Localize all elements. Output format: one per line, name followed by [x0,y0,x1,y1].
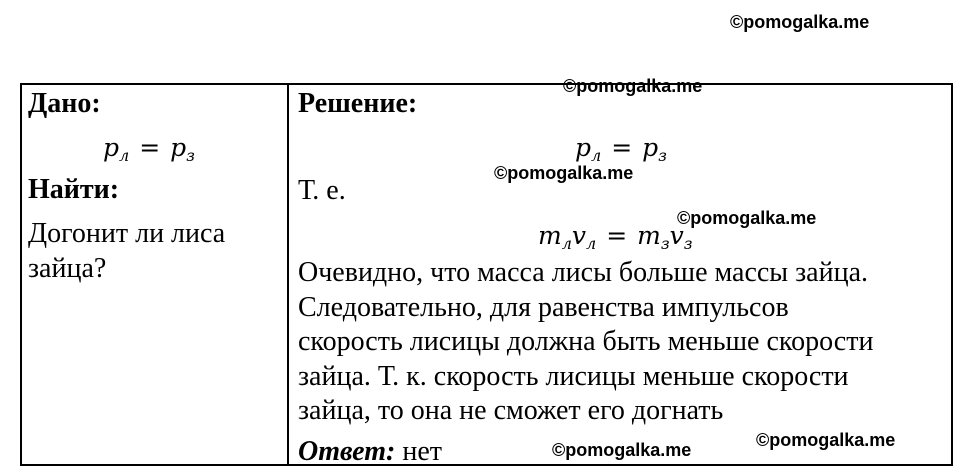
solution-formula-mv [538,223,692,252]
m1-sub: л [561,234,572,253]
v1: v [571,221,587,250]
solution-line: зайца, то она не сможет его догнать [298,395,724,426]
solution-text [298,256,873,429]
v2: v [669,221,684,250]
answer-label: Ответ: [298,436,396,467]
given-title: Дано: [28,88,101,119]
column-divider [287,83,289,466]
v2-sub: з [683,234,693,253]
find-title: Найти: [28,174,120,205]
given-rhs: p [170,133,187,162]
solution-formula-momentum [575,135,667,164]
sol-lhs-sub: л [591,146,602,165]
solution-line: Очевидно, что масса лисы больше массы зайца. [298,257,869,288]
given-rhs-sub: з [186,146,195,165]
watermark: ©pomogalka.me [563,76,703,96]
m2-sub: з [660,234,670,253]
watermark: ©pomogalka.me [494,163,634,183]
m1: m [538,221,562,250]
watermark: ©pomogalka.me [756,430,896,450]
sol-lhs: p [575,133,592,162]
sol-op: = [611,133,633,162]
solution-line: Следовательно, для равенства импульсов [298,291,789,323]
find-question-line: Догонит ли лиса [28,218,226,249]
mv-op: = [606,221,628,250]
sol-rhs-sub: з [658,146,667,165]
solution-line: скорость лисицы должна быть меньше скорости [298,326,874,357]
given-op: = [139,133,161,162]
find-question [28,217,225,286]
watermark-top: ©pomogalka.me [730,12,870,32]
v1-sub: л [586,234,597,253]
given-lhs-sub: л [119,146,130,165]
solution-line: зайца. Т. к. скорость лисицы меньше скорости [298,360,849,392]
find-question-line: зайца? [28,252,107,284]
m2: m [637,221,661,250]
answer-value: нет [402,436,442,467]
solution-title: Решение: [298,88,418,119]
watermark: ©pomogalka.me [552,440,692,460]
given-formula [103,135,195,164]
watermark: ©pomogalka.me [677,208,817,228]
sol-rhs: p [642,133,659,162]
solution-te: Т. е. [298,175,346,206]
given-lhs: p [103,133,120,162]
answer [298,438,442,466]
